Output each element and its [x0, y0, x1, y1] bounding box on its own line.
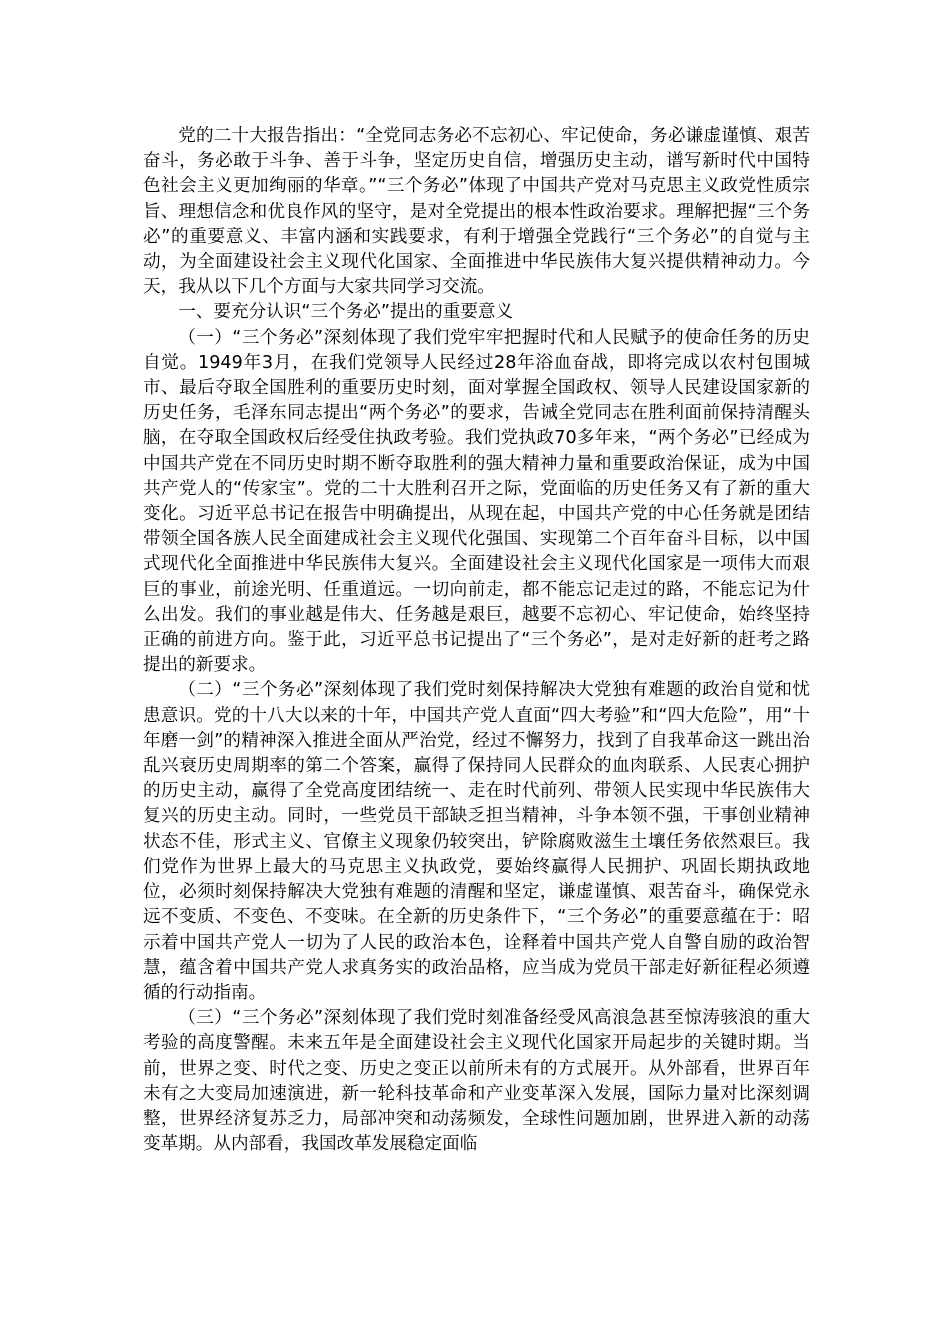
- paragraph-two: （二）“三个务必”深刻体现了我们党时刻保持解决大党独有难题的政治自觉和忧患意识。党的十八大以来的十年，中国共产党人直面“四大考验”和“四大危险”，用“十年磨一剑”的精神深入推进全面从严治党，经过不懈努力，找到了自我革命这一跳出治乱兴衰历史周期率的第二个答案，赢得了保持同人民群众的血肉联系、人民衷心拥护的历史主动，赢得了全党高度团结统一、走在时代前列、带领人民实现中华民族伟大复兴的历史主动。同时，一些党员干部缺乏担当精神，斗争本领不强，干事创业精神状态不佳，形式主义、官僚主义现象仍较突出，铲除腐败滋生土壤任务依然艰巨。我们党作为世界上最大的马克思主义执政党，要始终赢得人民拥护、巩固长期执政地位，必须时刻保持解决大党独有难题的清醒和坚定，谦虚谨慎、艰苦奋斗，确保党永远不变质、不变色、不变味。在全新的历史条件下，“三个务必”的重要意蕴在于：昭示着中国共产党人一切为了人民的政治本色，诠释着中国共产党人自警自励的政治智慧，蕴含着中国共产党人求真务实的政治品格，应当成为党员干部走好新征程必须遵循的行动指南。: [143, 680, 810, 1003]
- paragraph-one: （一）“三个务必”深刻体现了我们党牢牢把握时代和人民赋予的使命任务的历史自觉。1949年3月，在我们党领导人民经过28年浴血奋战，即将完成以农村包围城市、最后夺取全国胜利的重要历史时刻，面对掌握全国政权、领导人民建设国家新的历史任务，毛泽东同志提出“两个务必”的要求，告诫全党同志在胜利面前保持清醒头脑，在夺取全国政权后经受住执政考验。我们党执政70多年来，“两个务必”已经成为中国共产党在不同历史时期不断夺取胜利的强大精神力量和重要政治保证，成为中国共产党人的“传家宝”。党的二十大胜利召开之际，党面临的历史任务又有了新的重大变化。习近平总书记在报告中明确提出，从现在起，中国共产党的中心任务就是团结带领全国各族人民全面建成社会主义现代化强国、实现第二个百年奋斗目标，以中国式现代化全面推进中华民族伟大复兴。全面建设社会主义现代化国家是一项伟大而艰巨的事业，前途光明、任重道远。一切向前走，都不能忘记走过的路，不能忘记为什么出发。我们的事业越是伟大、任务越是艰巨，越要不忘初心、牢记使命，始终坚持正确的前进方向。鉴于此，习近平总书记提出了“三个务必”，是对走好新的赶考之路提出的新要求。: [143, 327, 810, 676]
- intro-paragraph: 党的二十大报告指出：“全党同志务必不忘初心、牢记使命，务必谦虚谨慎、艰苦奋斗，务必敢于斗争、善于斗争，坚定历史自信，增强历史主动，谱写新时代中国特色社会主义更加绚丽的华章。”“三个务必”体现了中国共产党对马克思主义政党性质宗旨、理想信念和优良作风的坚守，是对全党提出的根本性政治要求。理解把握“三个务必”的重要意义、丰富内涵和实践要求，有利于增强全党践行“三个务必”的自觉与主动，为全面建设社会主义现代化国家、全面推进中华民族伟大复兴提供精神动力。今天，我从以下几个方面与大家共同学习交流。: [143, 126, 810, 298]
- section-heading: 一、要充分认识“三个务必”提出的重要意义: [178, 302, 514, 323]
- paragraph-three: （三）“三个务必”深刻体现了我们党时刻准备经受风高浪急甚至惊涛骇浪的重大考验的高度警醒。未来五年是全面建设社会主义现代化国家开局起步的关键时期。当前，世界之变、时代之变、历史之变正以前所未有的方式展开。从外部看，世界百年未有之大变局加速演进，新一轮科技革命和产业变革深入发展，国际力量对比深刻调整，世界经济复苏乏力，局部冲突和动荡频发，全球性问题加剧，世界进入新的动荡变革期。从内部看，我国改革发展稳定面临: [143, 1008, 810, 1155]
- document-page: [143, 124, 810, 1157]
